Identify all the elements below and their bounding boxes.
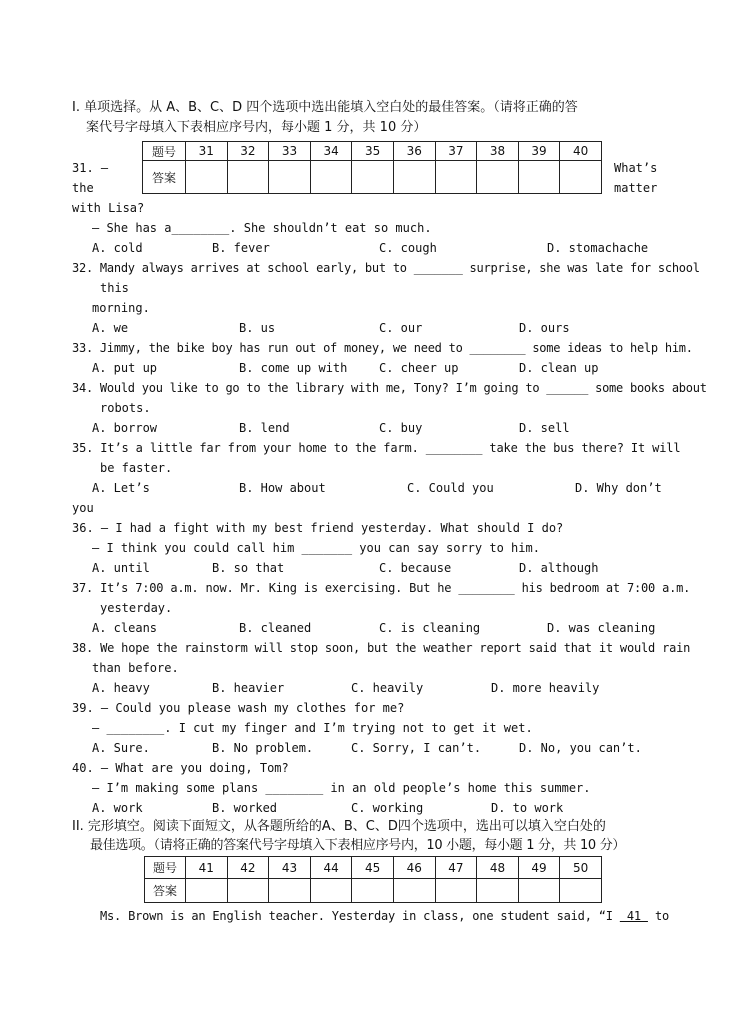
q38-option-a[interactable]: A. heavy [92,681,150,695]
q39-line1: 39. — Could you please wash my clothes for me? [72,701,405,715]
q31-line4: — She has a________. She shouldn’t eat so much. [92,221,432,235]
q37-line1: 37. It’s 7:00 a.m. now. Mr. King is exercising. But he ________ his bedroom at 7:00 a.m. [72,581,691,595]
table1-number: 39 [518,142,560,161]
table2-number: 50 [560,857,602,879]
table1-number: 35 [352,142,394,161]
table2-number: 45 [352,857,394,879]
table2-answer-cell[interactable] [477,879,519,903]
q39-option-b[interactable]: B. No problem. [212,741,314,755]
table1-answer-cell[interactable] [477,161,519,194]
table1-answer-cell[interactable] [435,161,477,194]
q33-option-a[interactable]: A. put up [92,361,158,375]
q37-option-d[interactable]: D. was cleaning [547,621,656,635]
q37-option-a[interactable]: A. cleans [92,621,158,635]
table1-answer-cell[interactable] [518,161,560,194]
table1-number: 34 [310,142,352,161]
q34-option-c[interactable]: C. buy [379,421,423,435]
section1-heading-line2: 案代号字母填入下表相应序号内，每小题 1 分，共 10 分） [86,120,427,135]
passage-line1 [100,908,669,924]
table2-number: 48 [477,857,519,879]
q38-option-c[interactable]: C. heavily [351,681,424,695]
q31-line2-right: matter [614,181,658,195]
table1-number: 31 [186,142,228,161]
table2-answer-cell[interactable] [435,879,477,903]
passage-end: to [654,909,670,923]
table1-number: 32 [227,142,269,161]
table2-answer-label: 答案 [145,879,186,903]
q31-option-b[interactable]: B. fever [212,241,270,255]
q37-option-b[interactable]: B. cleaned [239,621,312,635]
q39-option-a[interactable]: A. Sure. [92,741,150,755]
table2-answer-cell[interactable] [310,879,352,903]
table1-answer-cell[interactable] [352,161,394,194]
q40-option-b[interactable]: B. worked [212,801,278,815]
table2-answer-cell[interactable] [269,879,311,903]
table2-number: 46 [393,857,435,879]
q35-option-b[interactable]: B. How about [239,481,326,495]
q35-line3: you [72,501,94,515]
q31-line3: with Lisa? [72,201,145,215]
q40-option-a[interactable]: A. work [92,801,143,815]
q31-line2-left: the [72,181,94,195]
table2-number: 41 [186,857,228,879]
q35-option-c[interactable]: C. Could you [407,481,494,495]
table1-head-label: 题号 [143,142,186,161]
q33-option-c[interactable]: C. cheer up [379,361,459,375]
q34-option-b[interactable]: B. lend [239,421,290,435]
answer-table-2 [144,856,602,903]
table2-number: 42 [227,857,269,879]
q36-option-a[interactable]: A. until [92,561,150,575]
q35-option-a[interactable]: A. Let’s [92,481,150,495]
table2-number: 44 [310,857,352,879]
q31-line1-left: 31. — [72,161,109,175]
section2-heading-line1: II. 完形填空。阅读下面短文，从各题所给的A、B、C、D四个选项中，选出可以填入空白处的 [72,819,606,834]
q33-option-d[interactable]: D. clean up [519,361,599,375]
q32-option-b[interactable]: B. us [239,321,276,335]
table1-answer-label: 答案 [143,161,186,194]
q32-option-a[interactable]: A. we [92,321,129,335]
table1-answer-cell[interactable] [186,161,228,194]
table2-answer-cell[interactable] [186,879,228,903]
table1-answer-cell[interactable] [227,161,269,194]
q33-option-b[interactable]: B. come up with [239,361,348,375]
q34-line2: robots. [100,401,151,415]
q39-option-d[interactable]: D. No, you can’t. [519,741,642,755]
table2-answer-cell[interactable] [227,879,269,903]
q37-option-c[interactable]: C. is cleaning [379,621,481,635]
section1-heading-line1: I. 单项选择。从 A、B、C、D 四个选项中选出能填入空白处的最佳答案。（请将正确的答 [72,100,578,115]
table1-number: 33 [269,142,311,161]
table1-number: 38 [477,142,519,161]
q36-option-b[interactable]: B. so that [212,561,285,575]
q32-line1: 32. Mandy always arrives at school early, but to _______ surprise, she was late for school [72,261,700,275]
q36-option-c[interactable]: C. because [379,561,452,575]
table2-answer-cell[interactable] [560,879,602,903]
table1-answer-cell[interactable] [269,161,311,194]
q40-option-d[interactable]: D. to work [491,801,564,815]
q31-option-d[interactable]: D. stomachache [547,241,649,255]
q39-line2: — ________. I cut my finger and I’m trying not to get it wet. [92,721,533,735]
q32-option-c[interactable]: C. our [379,321,423,335]
q36-line2: — I think you could call him _______ you can say sorry to him. [92,541,540,555]
q31-option-a[interactable]: A. cold [92,241,143,255]
q40-line2: — I’m making some plans ________ in an old people’s home this summer. [92,781,591,795]
q33-line1: 33. Jimmy, the bike boy has run out of money, we need to ________ some ideas to help him. [72,341,693,355]
q37-line2: yesterday. [100,601,173,615]
q35-line1: 35. It’s a little far from your home to the farm. ________ take the bus there? It will [72,441,681,455]
q34-line1: 34. Would you like to go to the library with me, Tony? I’m going to ______ some books about [72,381,707,395]
table1-answer-cell[interactable] [310,161,352,194]
q32-option-d[interactable]: D. ours [519,321,570,335]
answer-table-1 [142,141,602,194]
table1-number: 40 [560,142,602,161]
q34-option-d[interactable]: D. sell [519,421,570,435]
q40-option-c[interactable]: C. working [351,801,424,815]
table1-number: 37 [435,142,477,161]
q38-option-d[interactable]: D. more heavily [491,681,600,695]
q38-line2: than before. [92,661,179,675]
table1-answer-cell[interactable] [560,161,602,194]
table2-answer-cell[interactable] [352,879,394,903]
q34-option-a[interactable]: A. borrow [92,421,158,435]
q36-option-d[interactable]: D. although [519,561,599,575]
table2-answer-cell[interactable] [393,879,435,903]
table2-number: 43 [269,857,311,879]
table1-number: 36 [393,142,435,161]
q38-option-b[interactable]: B. heavier [212,681,285,695]
q32-line3: morning. [92,301,150,315]
q31-option-c[interactable]: C. cough [379,241,437,255]
table1-answer-cell[interactable] [393,161,435,194]
table2-number: 47 [435,857,477,879]
q31-line1-right: What’s [614,161,658,175]
section2-heading-line2: 最佳选项。（请将正确的答案代号字母填入下表相应序号内，10 小题，每小题 1 分，共 10 分） [90,838,626,853]
q39-option-c[interactable]: C. Sorry, I can’t. [351,741,482,755]
q35-line2: be faster. [100,461,173,475]
blank-41[interactable]: 41 [619,909,648,923]
passage-start: Ms. Brown is an English teacher. Yesterday in class, one student said, “I [100,909,613,923]
table2-number: 49 [518,857,560,879]
q35-option-d[interactable]: D. Why don’t [575,481,662,495]
q32-line2: this [100,281,129,295]
table2-answer-cell[interactable] [518,879,560,903]
q36-line1: 36. — I had a fight with my best friend yesterday. What should I do? [72,521,564,535]
table2-head-label: 题号 [145,857,186,879]
q40-line1: 40. — What are you doing, Tom? [72,761,289,775]
q38-line1: 38. We hope the rainstorm will stop soon, but the weather report said that it would rain [72,641,691,655]
